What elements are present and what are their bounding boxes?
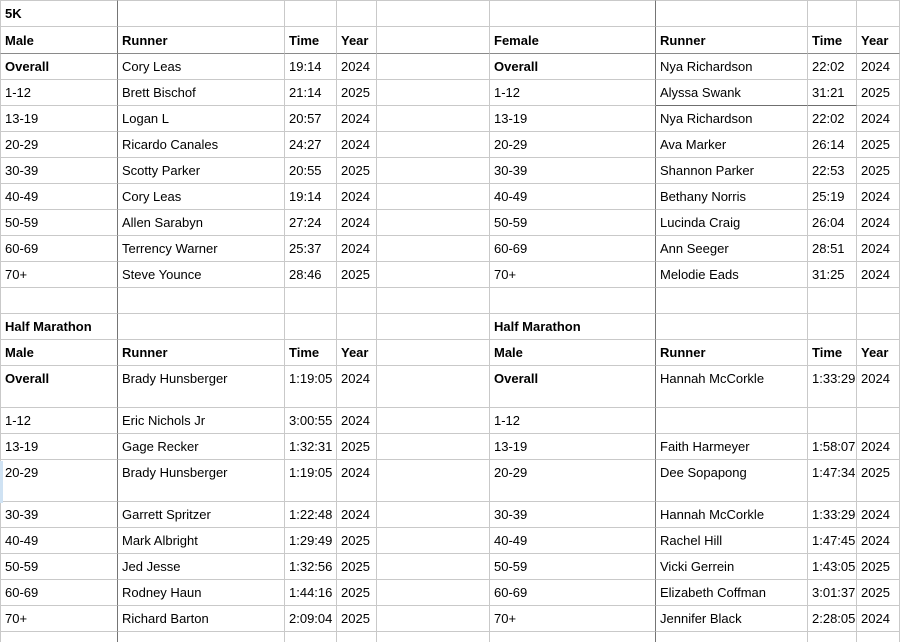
sheet-row — [0, 184, 900, 210]
cell[interactable]: 2024 — [337, 502, 377, 528]
gap-cell[interactable] — [377, 580, 490, 606]
cell[interactable] — [285, 0, 337, 27]
cell[interactable]: 1:58:07 — [808, 434, 857, 460]
gap-cell[interactable] — [377, 366, 490, 408]
cell[interactable]: 2:28:05 — [808, 606, 857, 632]
cell[interactable]: Brady Hunsberger — [118, 366, 285, 408]
cell[interactable] — [656, 288, 808, 314]
cell[interactable]: Eric Nichols Jr — [118, 408, 285, 434]
cell[interactable]: 2025 — [337, 606, 377, 632]
cell[interactable]: Male — [0, 27, 118, 54]
cell[interactable] — [857, 314, 900, 340]
cell[interactable]: 24:27 — [285, 132, 337, 158]
cell[interactable]: 40-49 — [0, 528, 118, 554]
cell[interactable]: Dee Sopapong — [656, 460, 808, 502]
sheet-row — [0, 314, 900, 340]
cell[interactable]: 20-29 — [490, 132, 656, 158]
cell[interactable]: 20:57 — [285, 106, 337, 132]
sheet-row — [0, 288, 900, 314]
cell[interactable]: 2024 — [857, 502, 900, 528]
sheet-row — [0, 502, 900, 528]
gap-cell[interactable] — [377, 408, 490, 434]
sheet-row — [0, 340, 900, 366]
cell[interactable]: 2025 — [857, 158, 900, 184]
cell[interactable]: 19:14 — [285, 54, 337, 80]
sheet-row — [0, 210, 900, 236]
cell[interactable]: 70+ — [490, 606, 656, 632]
cell[interactable]: Bethany Norris — [656, 184, 808, 210]
cell[interactable] — [857, 632, 900, 642]
cell[interactable]: Alyssa Swank — [656, 80, 808, 106]
cell[interactable]: Half Marathon — [490, 314, 656, 340]
cell[interactable] — [808, 288, 857, 314]
cell[interactable]: 2024 — [857, 184, 900, 210]
cell[interactable] — [337, 0, 377, 27]
cell[interactable] — [118, 288, 285, 314]
cell[interactable]: 1-12 — [0, 80, 118, 106]
cell[interactable] — [656, 0, 808, 27]
cell[interactable] — [808, 632, 857, 642]
cell[interactable]: 40-49 — [0, 184, 118, 210]
cell[interactable]: Cory Leas — [118, 184, 285, 210]
cell[interactable]: 1:33:29 — [808, 366, 857, 408]
cell[interactable]: Runner — [118, 340, 285, 366]
sheet-row — [0, 54, 900, 80]
gap-cell[interactable] — [377, 554, 490, 580]
cell[interactable]: 60-69 — [0, 236, 118, 262]
cell[interactable]: Jennifer Black — [656, 606, 808, 632]
cell[interactable]: 1:29:49 — [285, 528, 337, 554]
cell[interactable]: 2025 — [857, 580, 900, 606]
cell[interactable] — [0, 288, 118, 314]
gap-cell[interactable] — [377, 434, 490, 460]
cell[interactable]: Overall — [490, 366, 656, 408]
cell[interactable] — [490, 288, 656, 314]
cell[interactable]: 60-69 — [490, 236, 656, 262]
cell[interactable]: 5K — [0, 0, 118, 27]
cell[interactable]: 2024 — [857, 210, 900, 236]
cell[interactable]: 50-59 — [0, 554, 118, 580]
cell[interactable]: 30-39 — [0, 158, 118, 184]
cell[interactable]: 2025 — [337, 158, 377, 184]
cell[interactable]: Hannah McCorkle — [656, 366, 808, 408]
gap-cell[interactable] — [377, 0, 490, 27]
sheet-row — [0, 236, 900, 262]
cell[interactable]: 60-69 — [490, 580, 656, 606]
cell[interactable]: Year — [337, 340, 377, 366]
cell[interactable]: 1:32:56 — [285, 554, 337, 580]
cell[interactable] — [118, 632, 285, 642]
cell[interactable]: 20:55 — [285, 158, 337, 184]
cell[interactable]: 1:32:31 — [285, 434, 337, 460]
cell[interactable] — [285, 314, 337, 340]
cell[interactable]: Logan L — [118, 106, 285, 132]
cell[interactable]: Steve Younce — [118, 262, 285, 288]
cell[interactable]: Terrency Warner — [118, 236, 285, 262]
cell[interactable] — [808, 314, 857, 340]
cell[interactable]: Overall — [0, 366, 118, 408]
cell[interactable]: 2024 — [857, 236, 900, 262]
cell[interactable]: 26:14 — [808, 132, 857, 158]
cell[interactable]: Nya Richardson — [656, 106, 808, 132]
cell[interactable]: 13-19 — [0, 434, 118, 460]
cell[interactable]: 13-19 — [490, 434, 656, 460]
cell[interactable]: Male — [0, 340, 118, 366]
cell[interactable]: Year — [337, 27, 377, 54]
cell[interactable] — [656, 408, 808, 434]
cell[interactable]: 2024 — [857, 528, 900, 554]
cell[interactable]: 60-69 — [0, 580, 118, 606]
cell[interactable]: 2025 — [857, 80, 900, 106]
cell[interactable]: Hannah McCorkle — [656, 502, 808, 528]
cell[interactable]: Vicki Gerrein — [656, 554, 808, 580]
sheet-row — [0, 158, 900, 184]
cell[interactable]: Rodney Haun — [118, 580, 285, 606]
gap-cell[interactable] — [377, 528, 490, 554]
cell[interactable]: 2:09:04 — [285, 606, 337, 632]
cell[interactable]: Runner — [118, 27, 285, 54]
cell[interactable] — [337, 314, 377, 340]
cell[interactable]: Overall — [490, 54, 656, 80]
cell[interactable]: 1:44:16 — [285, 580, 337, 606]
sheet-row — [0, 132, 900, 158]
sheet-row — [0, 434, 900, 460]
gap-cell[interactable] — [377, 158, 490, 184]
cell[interactable]: Shannon Parker — [656, 158, 808, 184]
cell[interactable]: 40-49 — [490, 184, 656, 210]
cell[interactable]: Time — [285, 340, 337, 366]
cell[interactable]: 27:24 — [285, 210, 337, 236]
cell[interactable]: Nya Richardson — [656, 54, 808, 80]
cell[interactable]: Scotty Parker — [118, 158, 285, 184]
cell[interactable]: 50-59 — [490, 554, 656, 580]
cell[interactable] — [808, 0, 857, 27]
cell[interactable] — [285, 288, 337, 314]
sheet-row — [0, 606, 900, 632]
cell[interactable]: 25:37 — [285, 236, 337, 262]
gap-cell[interactable] — [377, 132, 490, 158]
cell[interactable]: Ava Marker — [656, 132, 808, 158]
cell[interactable]: Time — [808, 27, 857, 54]
cell[interactable]: 2024 — [337, 54, 377, 80]
cell[interactable]: Year — [857, 27, 900, 54]
cell[interactable]: Cory Leas — [118, 54, 285, 80]
cell[interactable]: 2025 — [337, 434, 377, 460]
cell[interactable]: 2025 — [337, 580, 377, 606]
cell[interactable]: 2024 — [857, 262, 900, 288]
cell[interactable]: 26:04 — [808, 210, 857, 236]
cell[interactable]: 2025 — [337, 80, 377, 106]
gap-cell[interactable] — [377, 27, 490, 54]
sheet-row — [0, 528, 900, 554]
sheet-row — [0, 554, 900, 580]
cell[interactable]: 2024 — [337, 210, 377, 236]
cell[interactable]: Lucinda Craig — [656, 210, 808, 236]
cell[interactable]: 70+ — [0, 262, 118, 288]
gap-cell[interactable] — [377, 606, 490, 632]
cell[interactable]: 22:02 — [808, 54, 857, 80]
cell[interactable]: 1:19:05 — [285, 366, 337, 408]
gap-cell[interactable] — [377, 184, 490, 210]
cell[interactable]: 2024 — [337, 132, 377, 158]
cell[interactable]: Ann Seeger — [656, 236, 808, 262]
cell[interactable]: Half Marathon — [0, 314, 118, 340]
cell[interactable]: 2024 — [857, 606, 900, 632]
cell[interactable]: 1:33:29 — [808, 502, 857, 528]
gap-cell[interactable] — [377, 314, 490, 340]
sheet-row — [0, 80, 900, 106]
gap-cell[interactable] — [377, 460, 490, 502]
cell[interactable]: 13-19 — [490, 106, 656, 132]
gap-cell[interactable] — [377, 340, 490, 366]
cell[interactable]: Rachel Hill — [656, 528, 808, 554]
cell[interactable]: Year — [857, 340, 900, 366]
cell[interactable]: 2024 — [857, 434, 900, 460]
gap-cell[interactable] — [377, 502, 490, 528]
cell[interactable] — [656, 314, 808, 340]
cell[interactable]: 30-39 — [0, 502, 118, 528]
cell[interactable] — [118, 0, 285, 27]
cell[interactable]: 2025 — [857, 460, 900, 502]
cell[interactable]: Ricardo Canales — [118, 132, 285, 158]
sheet-row — [0, 0, 900, 27]
cell[interactable] — [857, 0, 900, 27]
cell[interactable]: 2025 — [857, 554, 900, 580]
cell[interactable]: 30-39 — [490, 502, 656, 528]
sheet-row — [0, 366, 900, 408]
cell[interactable]: Time — [285, 27, 337, 54]
gap-cell[interactable] — [377, 632, 490, 642]
cell[interactable] — [0, 632, 118, 642]
sheet-row — [0, 408, 900, 434]
cell[interactable]: 2024 — [337, 366, 377, 408]
cell[interactable]: 2024 — [337, 106, 377, 132]
cell[interactable]: 2024 — [857, 366, 900, 408]
cell[interactable]: Brady Hunsberger — [118, 460, 285, 502]
cell[interactable]: Allen Sarabyn — [118, 210, 285, 236]
cell[interactable]: Faith Harmeyer — [656, 434, 808, 460]
cell[interactable]: 50-59 — [490, 210, 656, 236]
cell[interactable]: 70+ — [490, 262, 656, 288]
sheet-row — [0, 632, 900, 642]
cell[interactable]: 2024 — [857, 106, 900, 132]
cell[interactable]: 2024 — [337, 408, 377, 434]
cell[interactable]: Mark Albright — [118, 528, 285, 554]
cell[interactable]: 1:19:05 — [285, 460, 337, 502]
cell[interactable]: Runner — [656, 340, 808, 366]
cell[interactable] — [118, 314, 285, 340]
cell[interactable]: Jed Jesse — [118, 554, 285, 580]
cell[interactable]: 2025 — [337, 528, 377, 554]
cell[interactable]: 40-49 — [490, 528, 656, 554]
cell[interactable]: 28:46 — [285, 262, 337, 288]
cell[interactable]: 22:53 — [808, 158, 857, 184]
cell[interactable]: 1:47:45 — [808, 528, 857, 554]
cell[interactable] — [337, 632, 377, 642]
cell[interactable]: 30-39 — [490, 158, 656, 184]
cell[interactable]: 1-12 — [0, 408, 118, 434]
cell[interactable]: 3:00:55 — [285, 408, 337, 434]
cell[interactable]: Female — [490, 27, 656, 54]
cell[interactable]: 31:21 — [808, 80, 857, 106]
cell[interactable]: 2025 — [857, 132, 900, 158]
cell[interactable]: Richard Barton — [118, 606, 285, 632]
sheet-row — [0, 27, 900, 54]
cell[interactable]: Male — [490, 340, 656, 366]
cell[interactable]: 1:47:34 — [808, 460, 857, 502]
cell[interactable]: 1-12 — [490, 408, 656, 434]
cell[interactable] — [337, 288, 377, 314]
cell[interactable]: Melodie Eads — [656, 262, 808, 288]
cell[interactable]: 50-59 — [0, 210, 118, 236]
cell[interactable]: 20-29 — [490, 460, 656, 502]
cell[interactable] — [656, 632, 808, 642]
cell[interactable]: 20-29 — [0, 132, 118, 158]
cell[interactable]: 31:25 — [808, 262, 857, 288]
cell[interactable]: Time — [808, 340, 857, 366]
cell[interactable]: Runner — [656, 27, 808, 54]
cell[interactable]: 13-19 — [0, 106, 118, 132]
gap-cell[interactable] — [377, 106, 490, 132]
cell[interactable]: 22:02 — [808, 106, 857, 132]
cell[interactable] — [490, 632, 656, 642]
gap-cell[interactable] — [377, 210, 490, 236]
cell[interactable]: 1-12 — [490, 80, 656, 106]
cell[interactable]: Gage Recker — [118, 434, 285, 460]
cell[interactable]: 2024 — [857, 54, 900, 80]
cell[interactable]: 2025 — [337, 262, 377, 288]
cell[interactable]: Brett Bischof — [118, 80, 285, 106]
cell[interactable]: 28:51 — [808, 236, 857, 262]
cell[interactable]: Elizabeth Coffman — [656, 580, 808, 606]
cell[interactable]: 1:22:48 — [285, 502, 337, 528]
cell[interactable] — [490, 0, 656, 27]
cell[interactable]: 1:43:05 — [808, 554, 857, 580]
gap-cell[interactable] — [377, 262, 490, 288]
cell[interactable] — [808, 408, 857, 434]
gap-cell[interactable] — [377, 236, 490, 262]
selection-highlight-strip — [0, 461, 3, 503]
cell[interactable]: 2024 — [337, 460, 377, 502]
cell[interactable]: 70+ — [0, 606, 118, 632]
cell[interactable]: 3:01:37 — [808, 580, 857, 606]
cell[interactable]: Garrett Spritzer — [118, 502, 285, 528]
sheet-row — [0, 262, 900, 288]
cell[interactable]: 25:19 — [808, 184, 857, 210]
gap-cell[interactable] — [377, 80, 490, 106]
cell[interactable]: 21:14 — [285, 80, 337, 106]
cell[interactable]: 19:14 — [285, 184, 337, 210]
sheet-row — [0, 580, 900, 606]
cell[interactable]: 2024 — [337, 184, 377, 210]
cell[interactable]: 2025 — [337, 554, 377, 580]
sheet-row — [0, 106, 900, 132]
cell[interactable]: Overall — [0, 54, 118, 80]
cell[interactable] — [285, 632, 337, 642]
sheet-row — [0, 460, 900, 502]
gap-cell[interactable] — [377, 288, 490, 314]
gap-cell[interactable] — [377, 54, 490, 80]
cell[interactable]: 20-29 — [0, 460, 118, 502]
cell[interactable] — [857, 408, 900, 434]
cell[interactable]: 2024 — [337, 236, 377, 262]
cell[interactable] — [857, 288, 900, 314]
